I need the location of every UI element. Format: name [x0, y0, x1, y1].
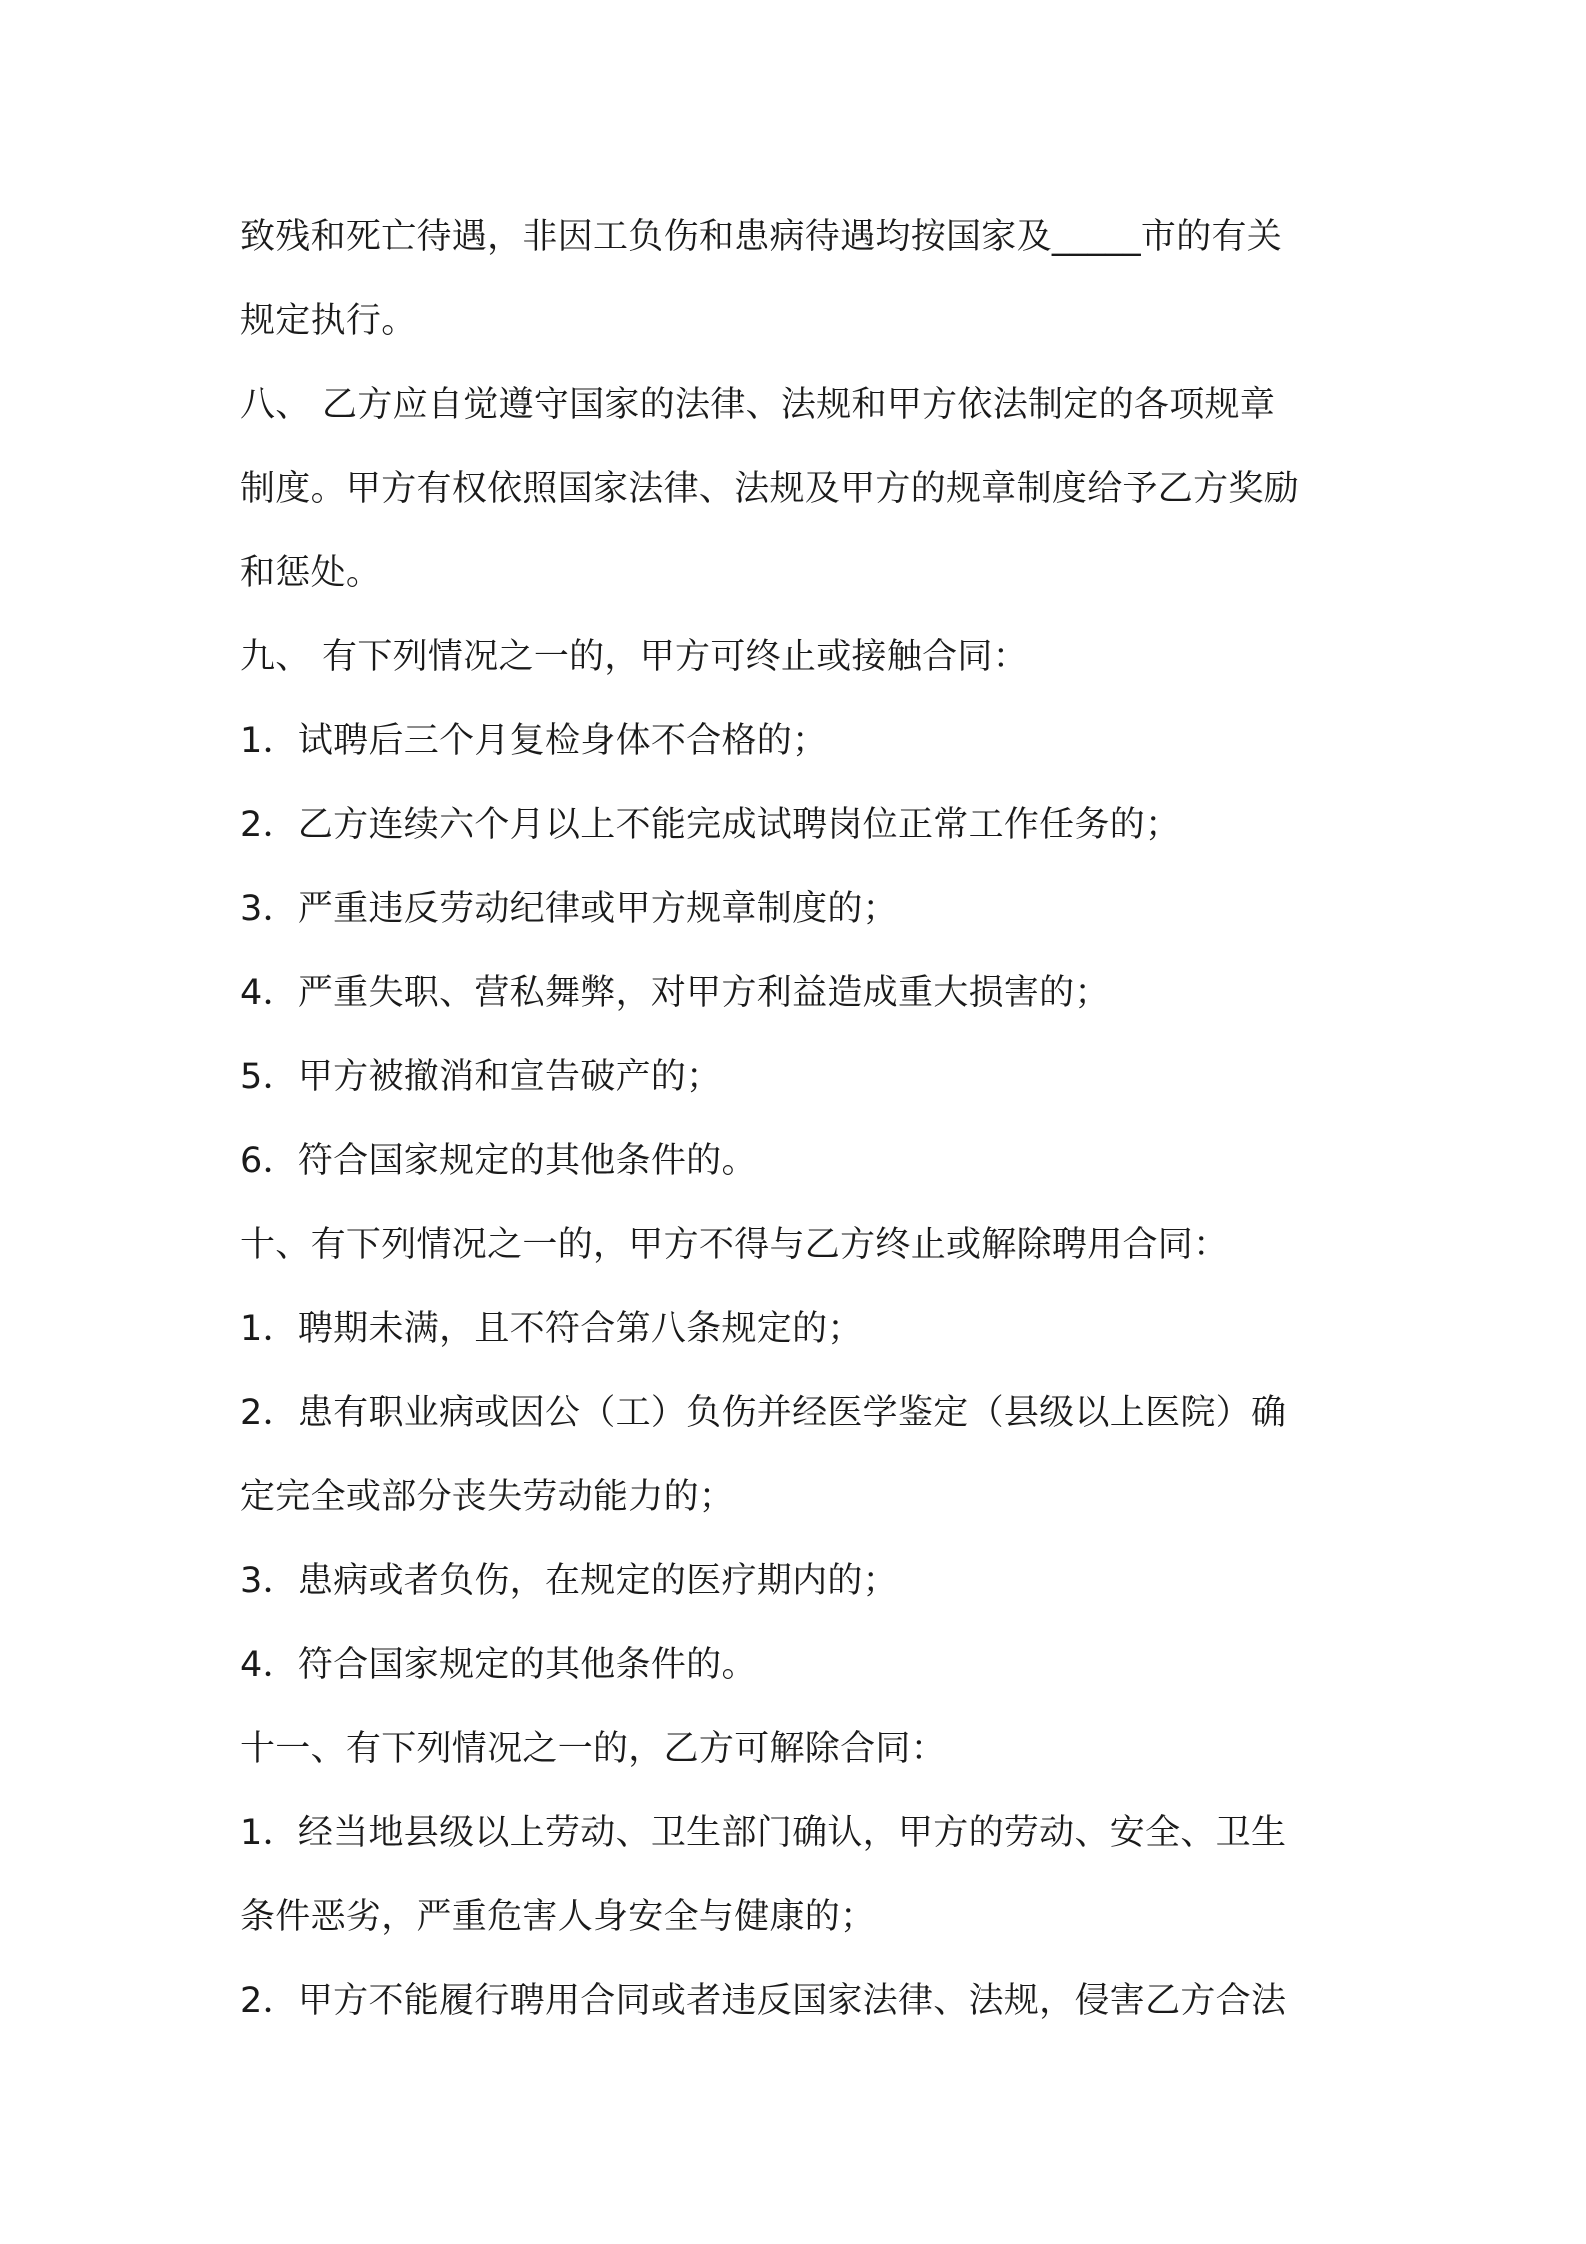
list-item: 3．患病或者负伤，在规定的医疗期内的；	[240, 1561, 898, 1601]
document-body	[240, 195, 1360, 2043]
clause-heading: 九、 有下列情况之一的，甲方可终止或接触合同：	[240, 637, 1029, 677]
list-item: 4．严重失职、营私舞弊，对甲方利益造成重大损害的；	[240, 973, 1110, 1013]
text-line: 条件恶劣，严重危害人身安全与健康的；	[240, 1897, 876, 1937]
text-line: 致残和死亡待遇，非因工负伤和患病待遇均按国家及_____市的有关	[240, 217, 1283, 257]
list-item: 2．患有职业病或因公（工）负伤并经医学鉴定（县级以上医院）确	[240, 1393, 1287, 1433]
list-item: 2．甲方不能履行聘用合同或者违反国家法律、法规，侵害乙方合法	[240, 1981, 1287, 2021]
text-line: 定完全或部分丧失劳动能力的；	[240, 1477, 735, 1517]
text-line: 规定执行。	[240, 301, 417, 341]
clause-heading: 八、 乙方应自觉遵守国家的法律、法规和甲方依法制定的各项规章	[240, 385, 1276, 425]
text-line: 和惩处。	[240, 553, 382, 593]
list-item: 1．聘期未满，且不符合第八条规定的；	[240, 1309, 863, 1349]
list-item: 6．符合国家规定的其他条件的。	[240, 1141, 757, 1181]
clause-heading: 十、有下列情况之一的，甲方不得与乙方终止或解除聘用合同：	[240, 1225, 1229, 1265]
list-item: 1．试聘后三个月复检身体不合格的；	[240, 721, 828, 761]
clause-heading: 十一、有下列情况之一的，乙方可解除合同：	[240, 1729, 947, 1769]
list-item: 2．乙方连续六个月以上不能完成试聘岗位正常工作任务的；	[240, 805, 1181, 845]
list-item: 3．严重违反劳动纪律或甲方规章制度的；	[240, 889, 898, 929]
text-line: 制度。甲方有权依照国家法律、法规及甲方的规章制度给予乙方奖励	[240, 469, 1300, 509]
list-item: 5．甲方被撤消和宣告破产的；	[240, 1057, 722, 1097]
list-item: 4．符合国家规定的其他条件的。	[240, 1645, 757, 1685]
list-item: 1．经当地县级以上劳动、卫生部门确认，甲方的劳动、安全、卫生	[240, 1813, 1287, 1853]
